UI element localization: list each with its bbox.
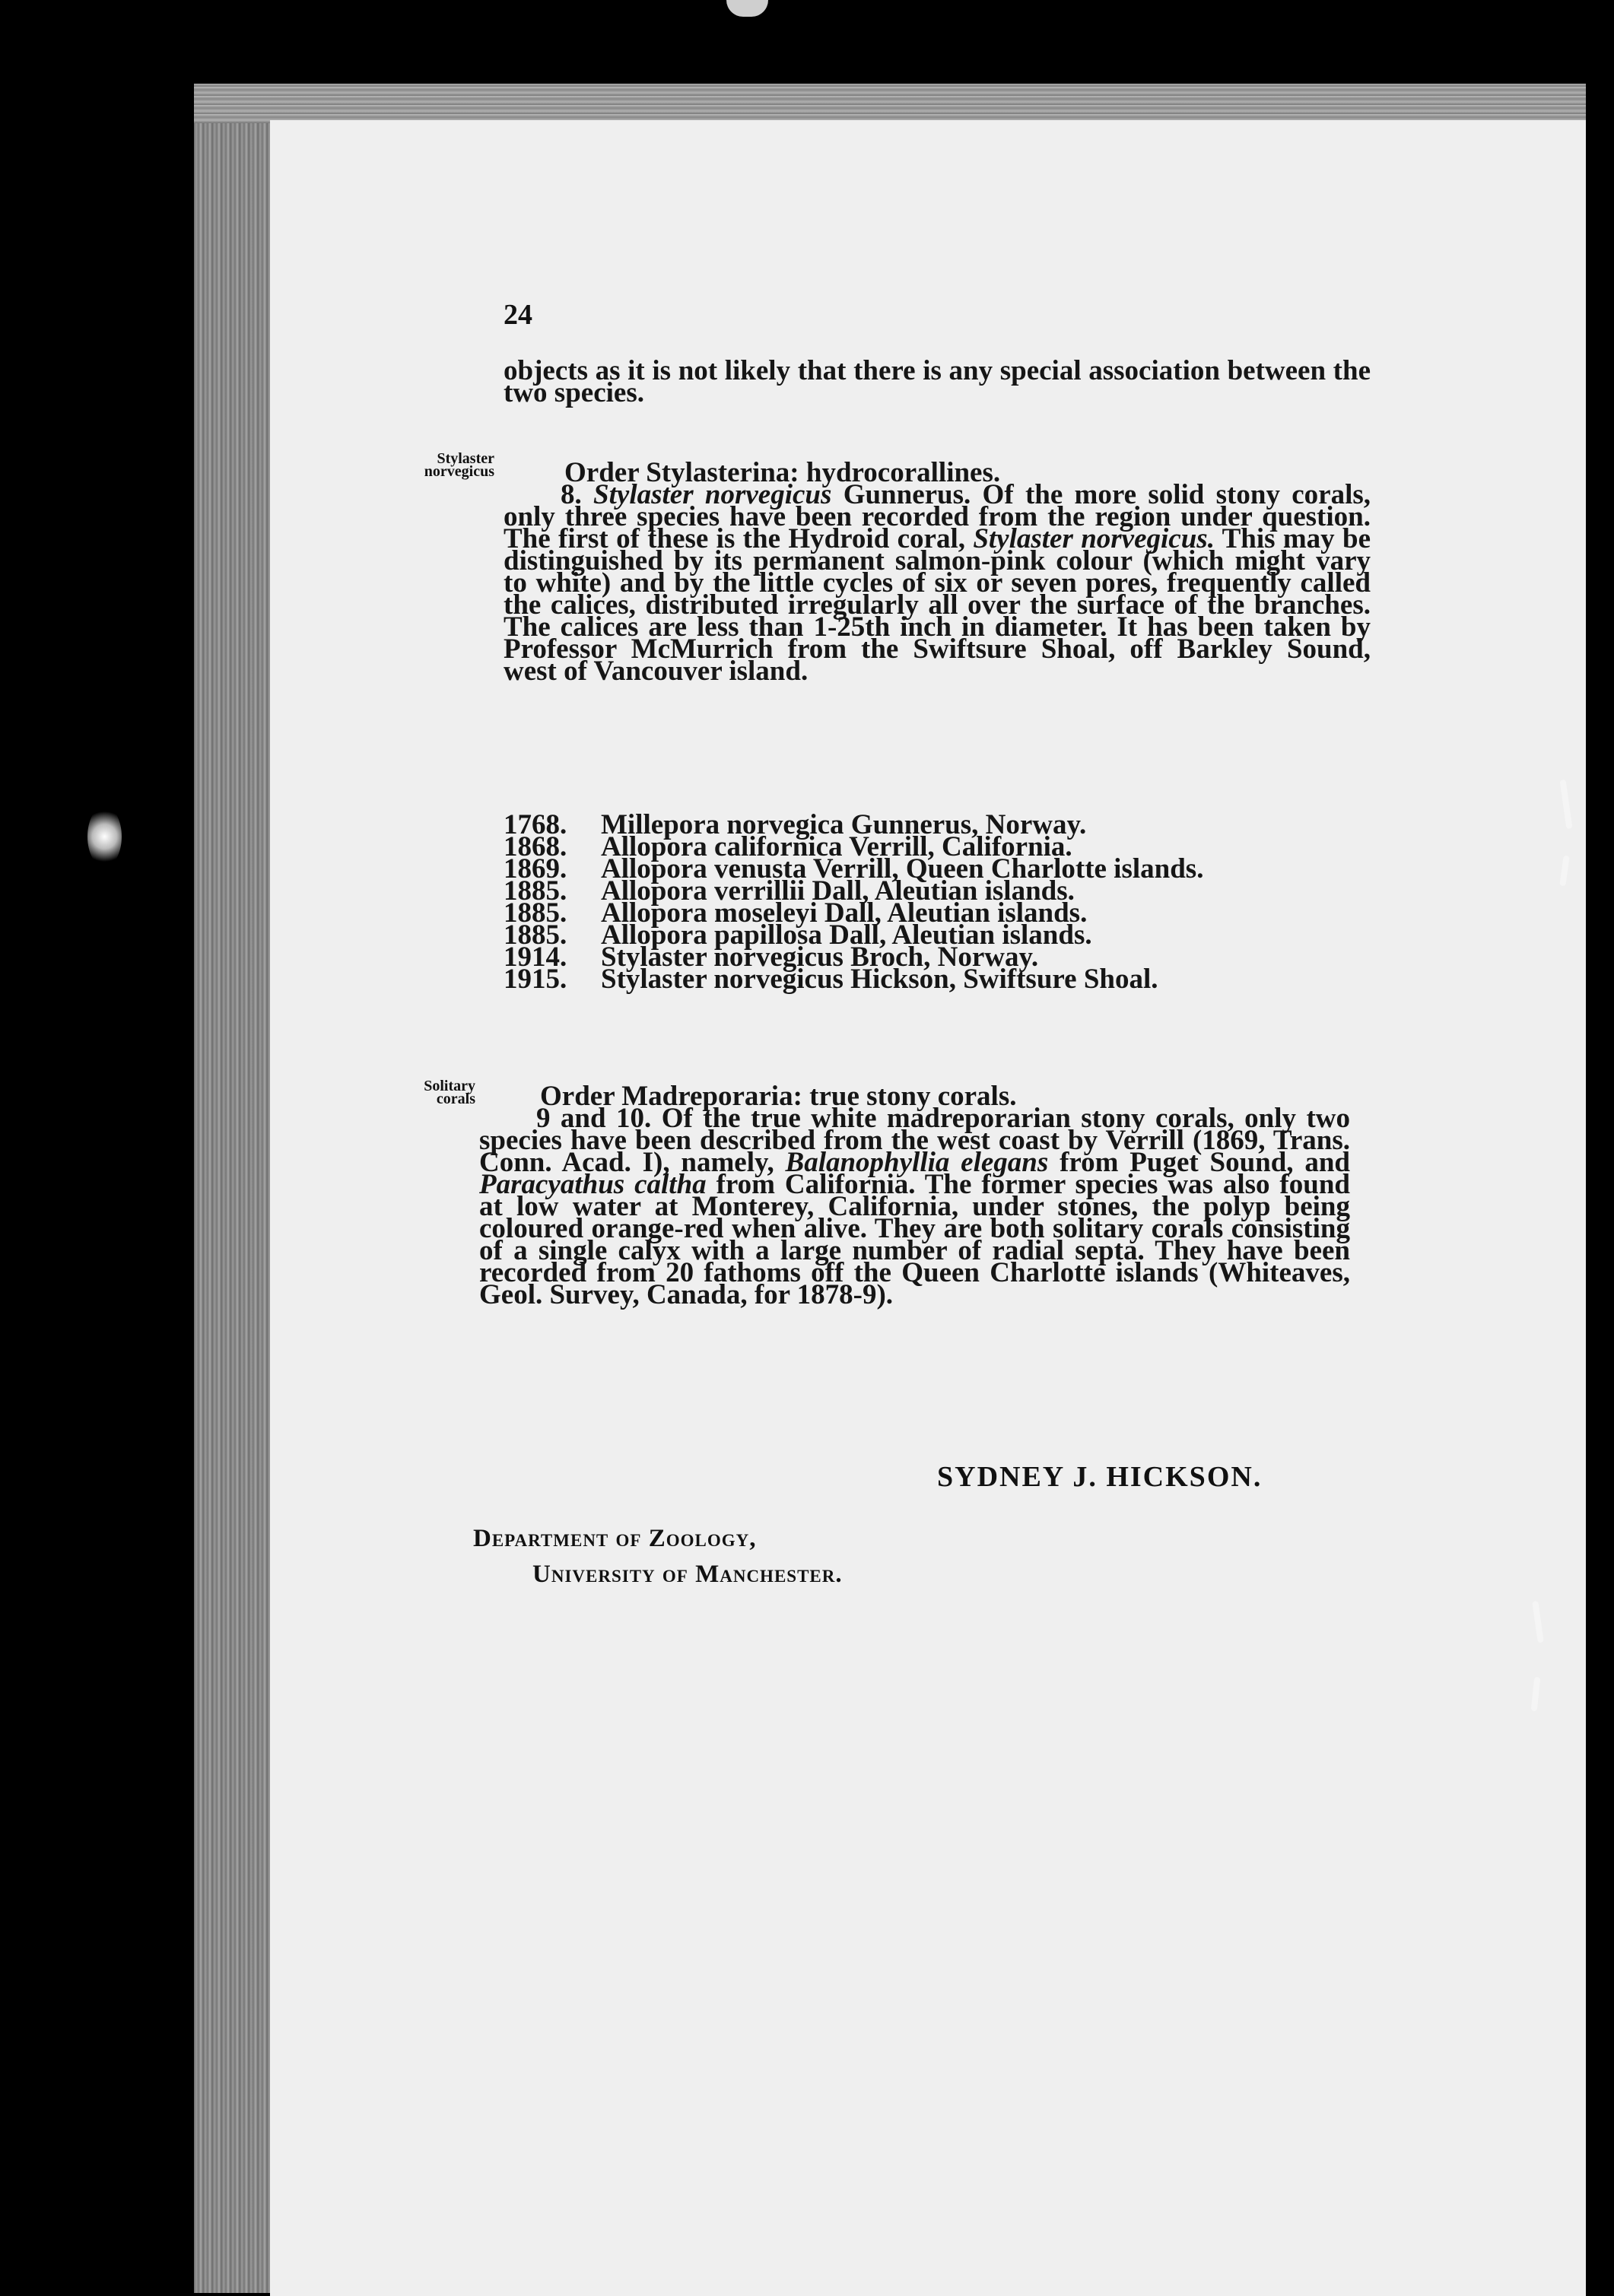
list-text: Stylaster norvegicus Hickson, Swiftsure Shoal. (601, 964, 1158, 995)
list-year: 1869. (504, 853, 567, 884)
section-stylasterina (504, 457, 1371, 687)
list-year: 1868. (504, 831, 567, 862)
list-year: 1885. (504, 875, 567, 907)
body-paragraph (479, 1103, 1350, 1310)
list-text: Allopora papillosa Dall, Aleutian islands. (601, 919, 1092, 951)
page-top-edge (194, 84, 1586, 123)
species-name: Balanophyllia elegans (785, 1147, 1049, 1178)
order-heading: Order Stylasterina: hydrocorallines. (564, 457, 1001, 488)
margin-note-stylaster (380, 450, 494, 480)
text-run: 8. (561, 479, 594, 510)
body-paragraph (504, 479, 1371, 687)
list-text: Allopora venusta Verrill, Queen Charlotte islands. (601, 853, 1204, 884)
book-binding-edge (194, 87, 270, 2293)
affiliation-line-1: Department of Zoology, (473, 1525, 757, 1552)
species-name: Stylaster norvegicus (593, 479, 832, 510)
list-year: 1768. (504, 809, 567, 840)
continuation-text: objects as it is not likely that there is any special association between the two species. (504, 355, 1371, 408)
margin-note-line: Solitary (424, 1078, 475, 1094)
list-text: Allopora verrillii Dall, Aleutian islands. (601, 875, 1075, 907)
list-text: Allopora moseleyi Dall, Aleutian islands. (601, 897, 1088, 929)
section-madreporaria (479, 1081, 1350, 1310)
list-year: 1885. (504, 897, 567, 929)
text-run: 9 and 10. Of the true white madreporarian stony corals, only two species have been described from the west coast by Verrill (1869, Trans. Conn. Acad. I), namely, (479, 1103, 1350, 1178)
affiliation-line-2: University of Manchester. (532, 1561, 843, 1588)
list-text: Allopora californica Verrill, California. (601, 831, 1072, 862)
scan-artifact (726, 0, 768, 17)
continuation-paragraph (504, 355, 1371, 408)
text-run: from Puget Sound, and (1048, 1147, 1350, 1178)
list-year: 1914. (504, 942, 567, 973)
margin-note-solitary (361, 1080, 475, 1106)
list-text: Millepora norvegica Gunnerus, Norway. (601, 809, 1087, 840)
list-item (504, 964, 1264, 995)
text-run: from California. The former species was also found at low water at Monterey, California, under stones, the polyp being coloured orange-red when alive. They are both solitary corals consisting of a single calyx with a large number of radial septa. They have been recorded from 20 fathoms off the Queen Charlotte islands (Whiteaves, Geol. Survey, Canada, for 1878-9). (479, 1169, 1350, 1310)
margin-note-line: norvegicus (424, 463, 494, 480)
species-name: Paracyathus caltha (479, 1169, 707, 1200)
list-year: 1915. (504, 964, 567, 995)
order-heading: Order Madreporaria: true stony corals. (540, 1081, 1017, 1112)
species-name: Stylaster norvegicus. (973, 523, 1215, 554)
margin-note-line: corals (436, 1091, 475, 1107)
list-text: Stylaster norvegicus Broch, Norway. (601, 942, 1039, 973)
scan-glare (87, 806, 122, 867)
synonymy-list (504, 809, 1264, 995)
list-year: 1885. (504, 919, 567, 951)
page-number: 24 (504, 299, 532, 331)
text-run: Gunnerus. Of the more solid stony corals, only three species have been recorded from the region under question. The first of these is the Hydroid coral, (504, 479, 1371, 554)
margin-note-line: Stylaster (437, 450, 494, 467)
author-signature: SYDNEY J. HICKSON. (937, 1461, 1263, 1493)
text-run: This may be distinguished by its permanent salmon-pink colour (which might vary to white) and by the little cycles of six or seven pores, frequently called the calices, distributed irregularly all over the surface of the branches. The calices are less than 1-25th inch in diameter. It has been taken by Professor McMurrich from the Swiftsure Shoal, off Barkley Sound, west of Vancouver island. (504, 523, 1371, 687)
